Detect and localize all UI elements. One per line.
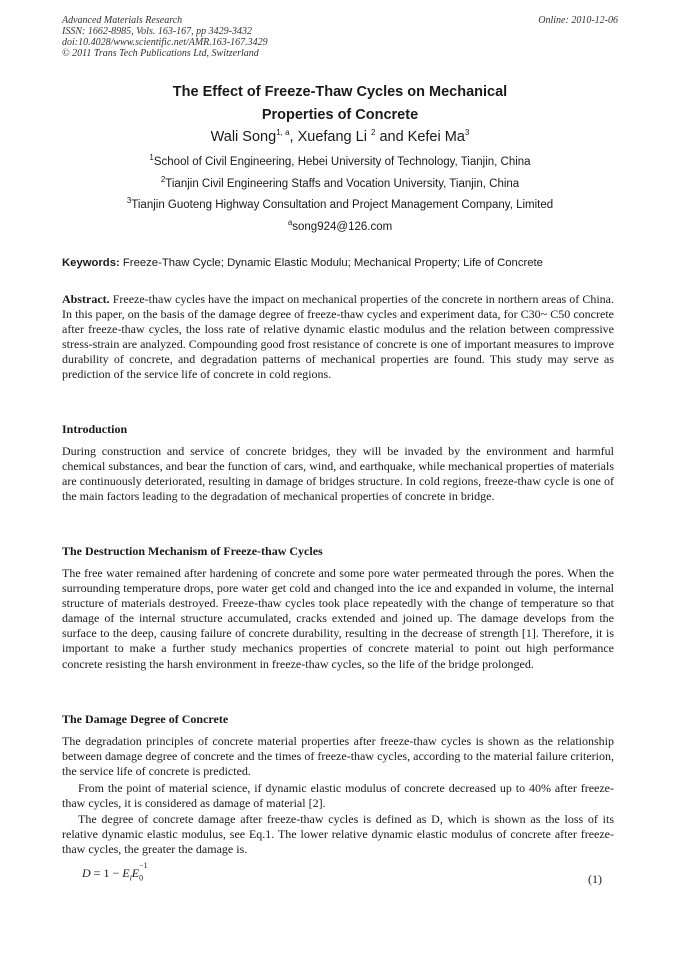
affiliation bbox=[62, 198, 618, 212]
equation-symbol: D bbox=[82, 866, 91, 880]
author-name: Kefei Ma bbox=[407, 129, 465, 145]
author-name: Wali Song bbox=[210, 129, 277, 145]
author-sup: 1, a bbox=[276, 128, 290, 138]
section-heading-introduction: Introduction bbox=[62, 422, 128, 436]
doi-line: doi:10.4028/www.scientific.net/AMR.163-167.3429 bbox=[62, 37, 268, 48]
equation-1 bbox=[82, 861, 148, 883]
section-heading-mechanism: The Destruction Mechanism of Freeze-thaw Cycles bbox=[62, 544, 323, 558]
damage-paragraph: From the point of material science, if dynamic elastic modulus of concrete decreased up to 40% after freeze-thaw cycles, it is considered as damage of material [2]. bbox=[62, 781, 614, 811]
affiliation-sup: 2 bbox=[160, 175, 166, 185]
author-sup: 2 bbox=[370, 128, 376, 138]
introduction-paragraph: During construction and service of concrete bridges, they will be invaded by the environment and harmful chemical substances, and bear the function of cars, wind, and earthquake, while mechanical properties of materials are continuously deteriorated, resulting in damage of bridges structure. In cold regions, freeze-thaw cycle is one of the main factors leading to the degradation of mechanical properties of concrete in bridge. bbox=[62, 444, 614, 504]
author-separator: and bbox=[375, 129, 408, 145]
keywords bbox=[62, 256, 618, 270]
keywords-text: Freeze-Thaw Cycle; Dynamic Elastic Modulu; Mechanical Property; Life of Concrete bbox=[119, 257, 543, 269]
author-sup: 3 bbox=[464, 128, 470, 138]
abstract-label: Abstract. bbox=[62, 292, 110, 306]
online-date: Online: 2010-12-06 bbox=[538, 15, 618, 26]
equation-superscript: −1 bbox=[139, 861, 148, 870]
email-text: song924@126.com bbox=[292, 221, 393, 233]
abstract bbox=[62, 292, 614, 383]
damage-paragraph: The degradation principles of concrete material properties after freeze-thaw cycles is shown as the relationship between damage degree of concrete and the times of freeze-thaw cycles, according to the material failure criterion, the service life of concrete is predicted. bbox=[62, 734, 614, 779]
affiliation-sup: a bbox=[287, 218, 293, 228]
title-line-2: Properties of Concrete bbox=[261, 107, 419, 123]
equation-subscript: i bbox=[129, 873, 132, 883]
affiliation-sup: 3 bbox=[126, 196, 132, 206]
equation-operator: = 1 − bbox=[90, 866, 123, 880]
copyright-line: © 2011 Trans Tech Publications Ltd, Switzerland bbox=[62, 48, 259, 59]
paper-title bbox=[62, 81, 618, 127]
section-heading-damage: The Damage Degree of Concrete bbox=[62, 712, 229, 726]
affiliation-sup: 1 bbox=[149, 153, 154, 163]
issn-line: ISSN: 1662-8985, Vols. 163-167, pp 3429-3432 bbox=[62, 26, 252, 37]
journal-header bbox=[62, 15, 618, 59]
abstract-text: Freeze-thaw cycles have the impact on mechanical properties of the concrete in northern areas of China. In this paper, on the basis of the damage degree of freeze-thaw cycles and experiment data, for C30~ C50 concrete after freeze-thaw cycles, the loss rate of relative dynamic elastic modulus and the relation between compressive stress-strain are analyzed. Compounding good frost resistance of concrete is one of important measures to improve durability of concrete, and degradation patterns of mechanical properties are found. This study may serve as prediction of the service life of concrete in cold regions. bbox=[62, 292, 614, 382]
mechanism-paragraph: The free water remained after hardening of concrete and some pore water permeated through the pores. When the surrounding temperature drops, pore water get cold and changed into the ice and expanded in volume, the internal structure of materials destroyed. Freeze-thaw cycles took place repeatedly with the change of temperature so that damage of the internal structure accumulated, cracks extended and joined up. The damage develops from the surface to the deep, causing failure of concrete durability, resulting in the decrease of strength [1]. Therefore, it is important to make a further study mechanics properties of concrete material to point out high performance concrete resisting the harsh environment in freeze-thaw cycles, so the life of the bridge prolonged. bbox=[62, 566, 614, 671]
author-name: Xuefang Li bbox=[297, 129, 371, 145]
affiliation-text: School of Civil Engineering, Hebei University of Technology, Tianjin, China bbox=[153, 156, 531, 168]
equation-symbol: E bbox=[131, 866, 140, 880]
keywords-label: Keywords: bbox=[62, 257, 120, 269]
author-email bbox=[62, 220, 618, 234]
title-line-1: The Effect of Freeze-Thaw Cycles on Mechanical bbox=[172, 84, 508, 100]
affiliation bbox=[62, 155, 618, 169]
affiliation-text: Tianjin Guoteng Highway Consultation and Project Management Company, Limited bbox=[131, 199, 554, 211]
affiliation-text: Tianjin Civil Engineering Staffs and Vocation University, Tianjin, China bbox=[165, 178, 520, 190]
author-list bbox=[62, 128, 618, 146]
equation-number: (1) bbox=[588, 872, 602, 886]
journal-name: Advanced Materials Research bbox=[62, 15, 183, 26]
damage-paragraph: The degree of concrete damage after freeze-thaw cycles is defined as D, which is shown as the loss of its relative dynamic elastic modulus, see Eq.1. The lower relative dynamic elastic modulus of concrete after freeze-thaw cycles, the greater the damage is. bbox=[62, 812, 614, 857]
equation-subscript: 0 bbox=[139, 873, 144, 883]
author-separator: , bbox=[289, 129, 298, 145]
equation-symbol: E bbox=[122, 866, 130, 880]
affiliation bbox=[62, 177, 618, 191]
